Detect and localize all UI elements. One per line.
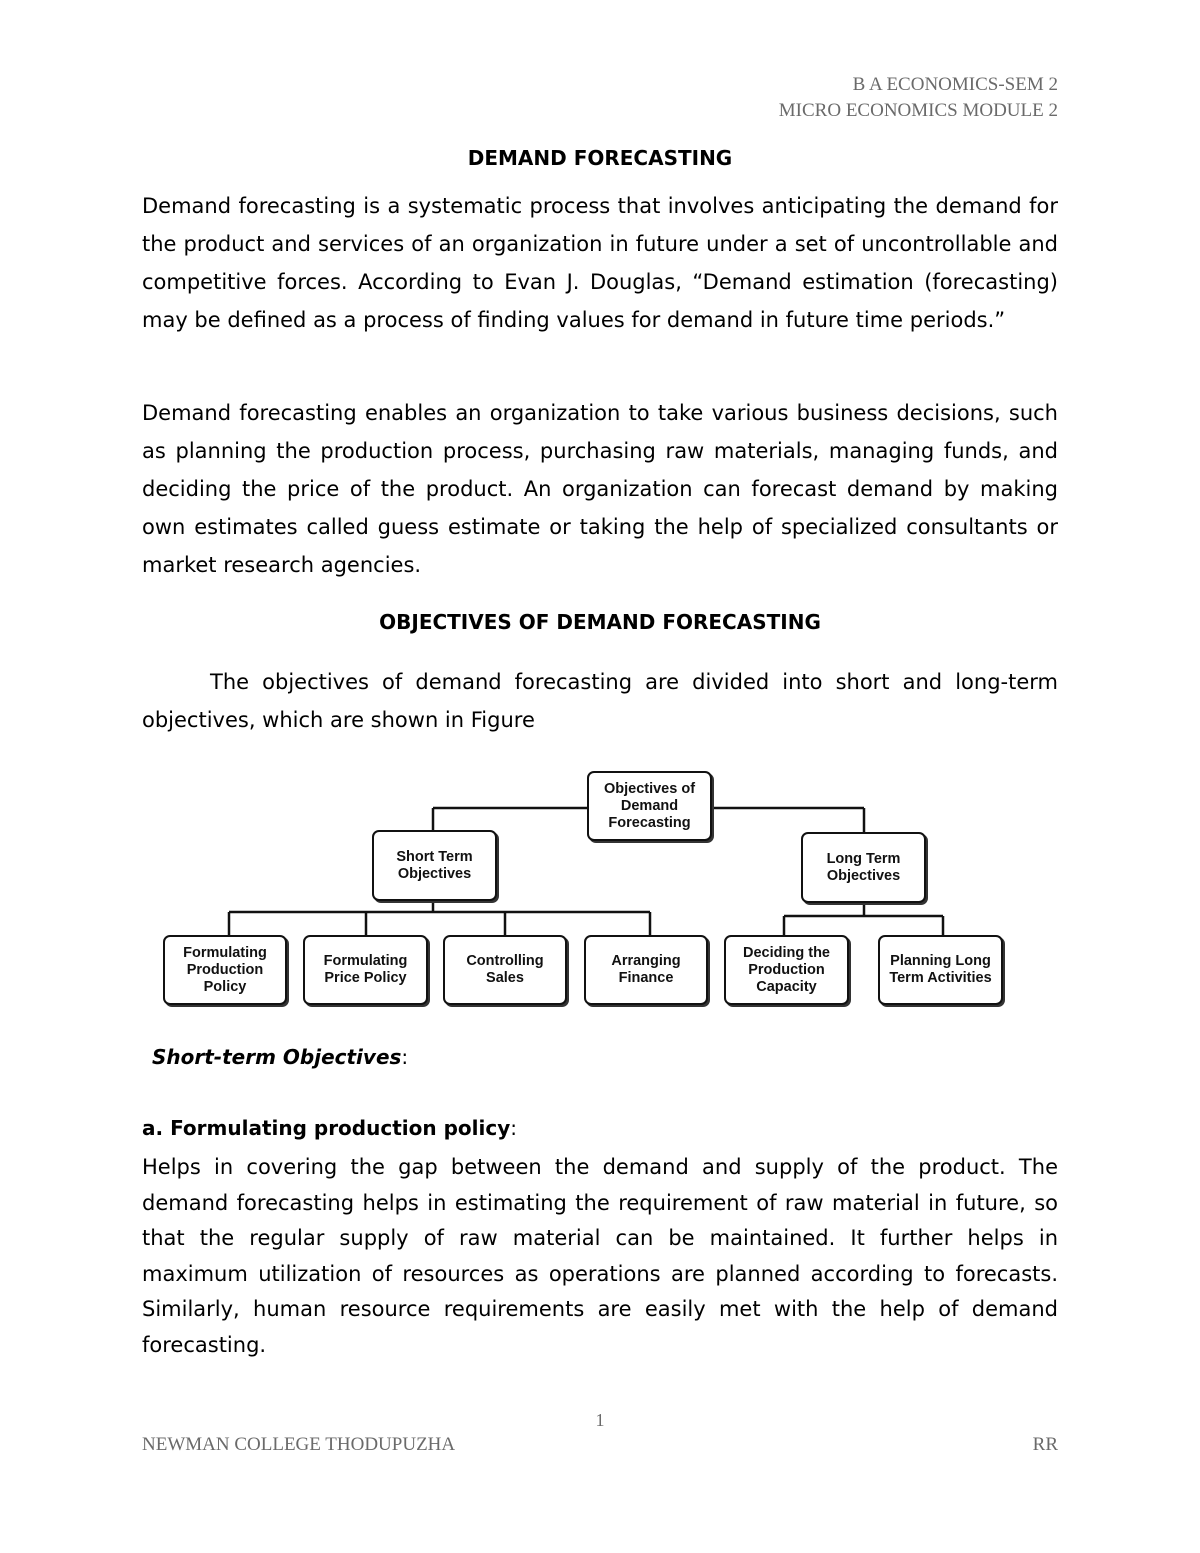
node-root-objectives: Objectives of Demand Forecasting: [587, 771, 712, 841]
subheading-short-term-objectives: [152, 1045, 408, 1069]
item-a-heading: [142, 1116, 517, 1140]
node-formulating-production-policy: Formulating Production Policy: [163, 935, 287, 1005]
section-title-demand-forecasting: DEMAND FORECASTING: [467, 146, 733, 170]
paragraph-production-policy: Helps in covering the gap between the demand and supply of the product. The demand forecasting helps in estimating the requirement of raw material in future, so that the regular supply of raw material can be maintained. It further helps in maximum utilization of resources as operations are planned according to forecasts. Similarly, human resource requirements are easily met with the help of demand forecasting.: [142, 1155, 1058, 1357]
node-long-term-objectives: Long Term Objectives: [801, 832, 926, 903]
node-formulating-price-policy: Formulating Price Policy: [303, 935, 428, 1005]
item-a-prefix: a.: [142, 1116, 171, 1140]
footer-college: NEWMAN COLLEGE THODUPUZHA: [142, 1434, 456, 1455]
page-number: 1: [595, 1410, 605, 1430]
node-planning-long-term-activities: Planning Long Term Activities: [878, 935, 1003, 1005]
item-a-title: Formulating production policy: [170, 1116, 511, 1140]
item-a-colon: :: [510, 1116, 517, 1140]
node-short-term-objectives: Short Term Objectives: [372, 830, 497, 901]
paragraph-objectives-intro: The objectives of demand forecasting are divided into short and long-term objectives, which are shown in Figure: [142, 670, 1058, 732]
footer-initials: RR: [1032, 1434, 1058, 1455]
section-title-objectives: OBJECTIVES OF DEMAND FORECASTING: [379, 610, 821, 634]
subheading-text: Short-term Objectives: [152, 1045, 402, 1069]
node-controlling-sales: Controlling Sales: [443, 935, 567, 1005]
paragraph-uses: Demand forecasting enables an organization to take various business decisions, such as planning the production process, purchasing raw materials, managing funds, and deciding the price of the product. An organization can forecast demand by making own estimates called guess estimate or taking the help of specialized consultants or market research agencies.: [142, 401, 1058, 577]
node-deciding-production-capacity: Deciding the Production Capacity: [724, 935, 849, 1005]
header-module: MICRO ECONOMICS MODULE 2: [778, 100, 1058, 121]
subheading-colon: :: [401, 1045, 409, 1069]
header-course: B A ECONOMICS-SEM 2: [852, 74, 1058, 95]
paragraph-definition: Demand forecasting is a systematic process that involves anticipating the demand for the product and services of an organization in future under a set of uncontrollable and competitive forces. According to Evan J. Douglas, “Demand estimation (forecasting) may be defined as a process of finding values for demand in future time periods.”: [142, 194, 1058, 332]
node-arranging-finance: Arranging Finance: [584, 935, 708, 1005]
